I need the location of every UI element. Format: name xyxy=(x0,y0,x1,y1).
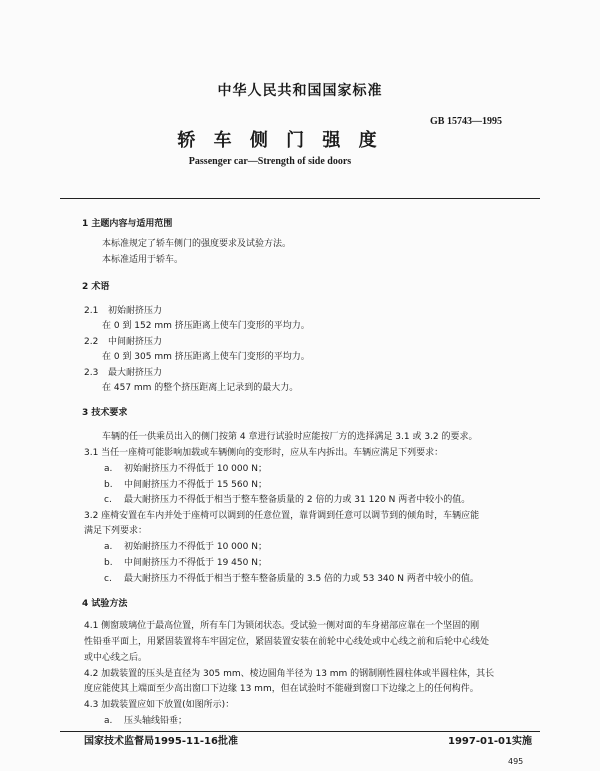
term-definition: 在 0 到 305 mm 挤压距离上使车门变形的平均力。 xyxy=(102,352,310,362)
list-item: 初始耐挤压力不得低于 10 000 N； xyxy=(124,464,267,474)
approval-date: 国家技术监督局1995-11-16批准 xyxy=(84,736,238,747)
clause-4-1-cont: 或中心线之后。 xyxy=(84,653,148,663)
list-label: a. xyxy=(104,716,113,726)
list-label: b. xyxy=(104,480,113,490)
term-name: 最大耐挤压力 xyxy=(108,368,163,378)
list-label: a. xyxy=(104,542,113,552)
page-number: 495 xyxy=(508,757,524,766)
section-3-heading: 3 技术要求 xyxy=(82,408,128,418)
title-cn: 轿 车 侧 门 强 度 xyxy=(177,130,383,151)
term-number: 2.3 xyxy=(84,368,99,378)
list-item: 中间耐挤压力不得低于 19 450 N； xyxy=(124,558,267,568)
clause-4-1: 4.1 侧窗玻璃位于最高位置，所有车门为锁闭状态。受试验一侧对面的车身裙部应靠在一个坚固的刚 xyxy=(84,621,480,631)
clause-4-2-cont: 度应能使其上端面至少高出窗口下边缘 13 mm，但在试验时不能碰到窗口下边缘之上的任何构件。 xyxy=(84,684,479,694)
section-4-heading: 4 试验方法 xyxy=(82,599,128,609)
title-en: Passenger car—Strength of side doors xyxy=(188,156,352,167)
standard-org: 中华人民共和国国家标准 xyxy=(217,83,383,99)
section-3-intro: 车辆的任一供乘员出入的侧门按第 4 章进行试验时应能按厂方的选择满足 3.1 或 3.2 的要求。 xyxy=(102,432,478,442)
header-rule xyxy=(60,198,540,199)
list-label: a. xyxy=(104,464,113,474)
clause-4-1-cont: 性铅垂平面上，用紧固装置将车牢固定位，紧固装置安装在前轮中心线处或中心线之前和后轮中心线处 xyxy=(84,637,490,647)
list-item: 最大耐挤压力不得低于相当于整车整备质量的 3.5 倍的力或 53 340 N 两者中较小的值。 xyxy=(124,574,479,584)
clause-4-2: 4.2 加载装置的压头是直径为 305 mm、棱边圆角半径为 13 mm 的钢制刚性圆柱体或半圆柱体，其长 xyxy=(84,669,495,679)
list-item: 压头轴线铅垂； xyxy=(124,716,188,726)
implementation-date: 1997-01-01实施 xyxy=(448,736,532,747)
clause-4-3: 4.3 加载装置应如下放置(如图所示)： xyxy=(84,700,235,710)
term-name: 初始耐挤压力 xyxy=(108,306,163,316)
list-label: c. xyxy=(104,495,112,505)
list-label: c. xyxy=(104,574,112,584)
term-number: 2.1 xyxy=(84,306,99,316)
list-item: 中间耐挤压力不得低于 15 560 N； xyxy=(124,480,267,490)
term-name: 中间耐挤压力 xyxy=(108,337,163,347)
term-definition: 在 0 到 152 mm 挤压距离上使车门变形的平均力。 xyxy=(102,321,310,331)
clause-3-2-cont: 满足下列要求： xyxy=(84,526,148,536)
list-item: 最大耐挤压力不得低于相当于整车整备质量的 2 倍的力或 31 120 N 两者中较小的值。 xyxy=(124,495,471,505)
standard-number: GB 15743—1995 xyxy=(430,116,502,127)
footer-rule xyxy=(60,731,540,732)
section-1-line: 本标准适用于轿车。 xyxy=(102,255,184,265)
clause-3-1: 3.1 当任一座椅可能影响加载或车辆侧向的变形时，应从车内拆出。车辆应满足下列要求： xyxy=(84,448,444,458)
term-number: 2.2 xyxy=(84,337,99,347)
list-item: 初始耐挤压力不得低于 10 000 N； xyxy=(124,542,267,552)
section-2-heading: 2 术语 xyxy=(82,282,110,292)
clause-3-2: 3.2 座椅安置在车内并处于座椅可以调到的任意位置，靠背调到任意可以调节到的倾角时，车辆应能 xyxy=(84,511,480,521)
term-definition: 在 457 mm 的整个挤压距离上记录到的最大力。 xyxy=(102,383,299,393)
list-label: b. xyxy=(104,558,113,568)
section-1-heading: 1 主题内容与适用范围 xyxy=(82,219,173,229)
section-1-line: 本标准规定了轿车侧门的强度要求及试验方法。 xyxy=(102,239,292,249)
